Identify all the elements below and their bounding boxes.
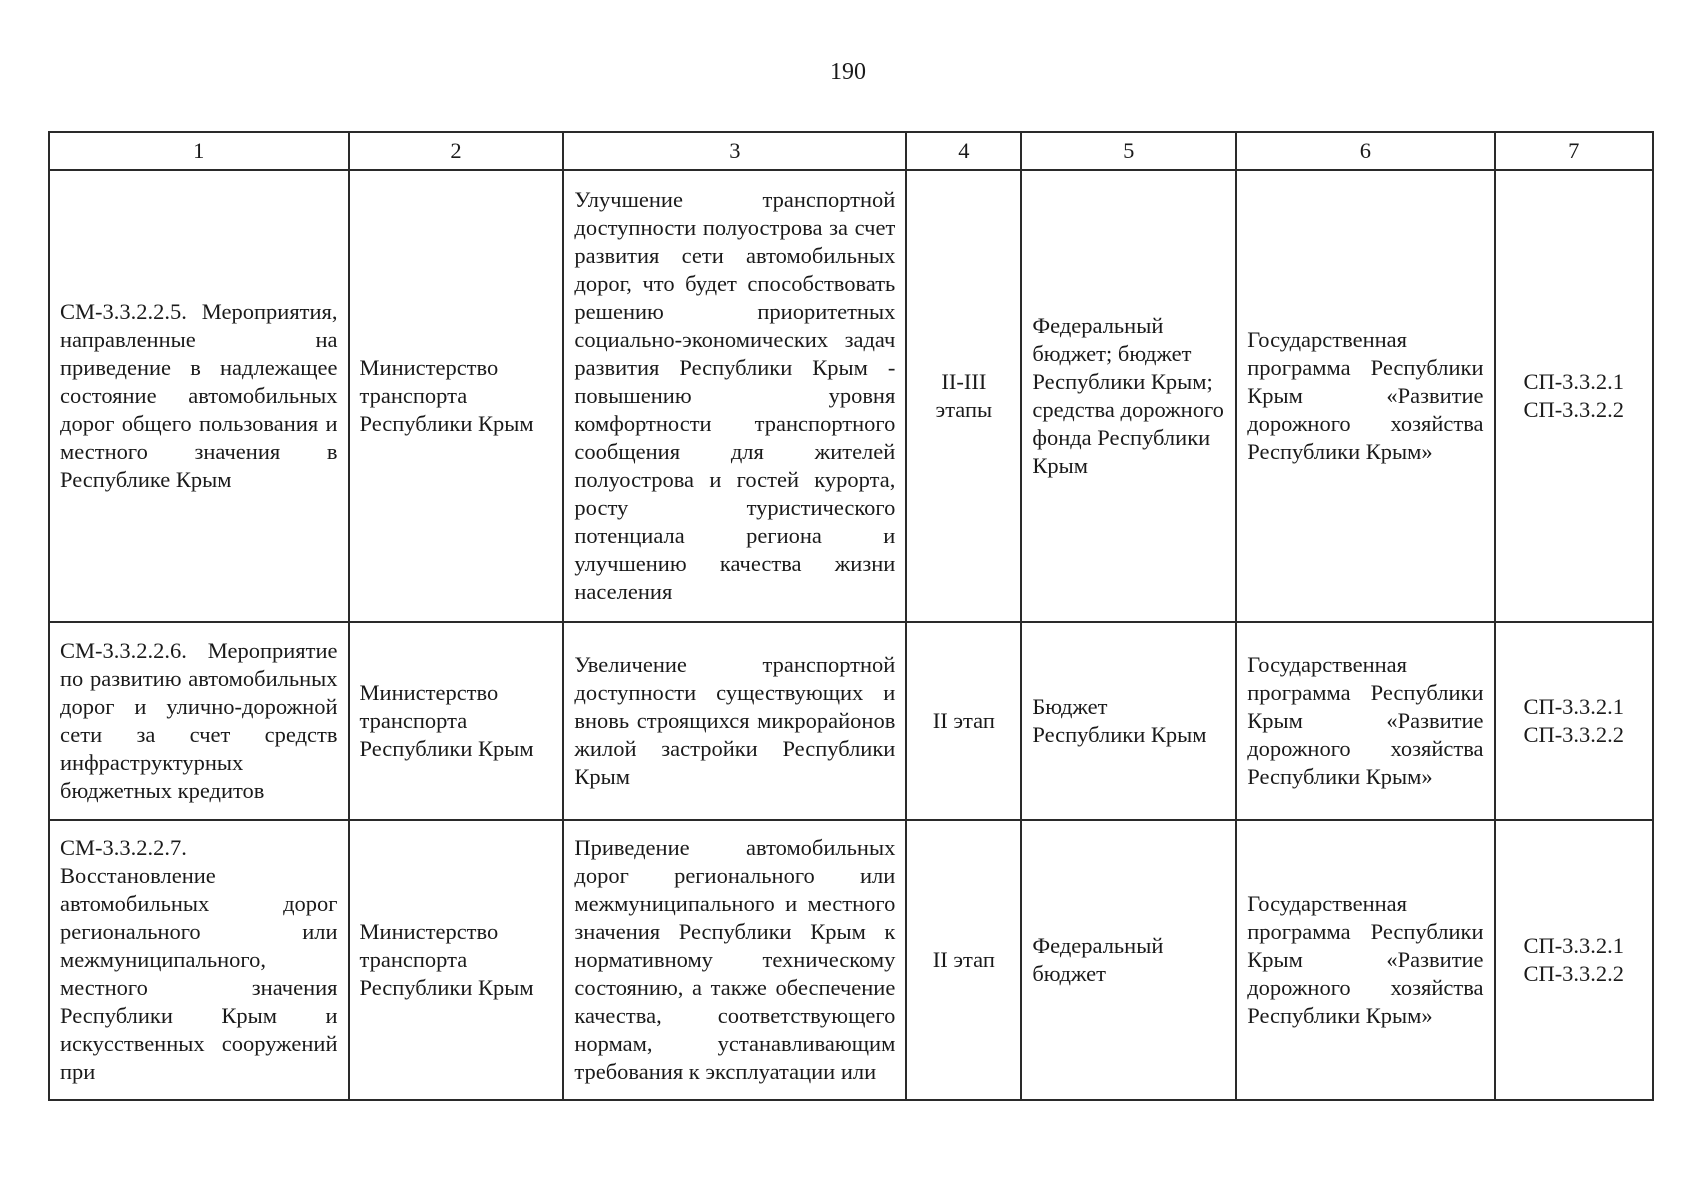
table-header-row (49, 132, 1653, 170)
period-cell: II этап (906, 622, 1021, 820)
links-cell: СП-3.3.2.1 СП-3.3.2.2 (1495, 622, 1653, 820)
program-cell: Государственная программа Республики Крым «Развитие дорожного хозяйства Республики Крым» (1236, 170, 1494, 622)
table-row (49, 622, 1653, 820)
column-header: 2 (349, 132, 564, 170)
table-row (49, 820, 1653, 1100)
funding-cell: Федеральный бюджет; бюджет Республики Крым; средства дорожного фонда Республики Крым (1021, 170, 1236, 622)
measure-name-cell: СМ-3.3.2.2.6. Мероприятие по развитию автомобильных дорог и улично-дорожной сети за счет средств инфраструктурных бюджетных кредитов (49, 622, 349, 820)
measures-table (48, 131, 1654, 1101)
funding-cell: Бюджет Республики Крым (1021, 622, 1236, 820)
column-header: 6 (1236, 132, 1494, 170)
column-header: 7 (1495, 132, 1653, 170)
measure-name-cell: СМ-3.3.2.2.7. Восстановление автомобильных дорог регионального или межмуниципального, местного значения Республики Крым и искусственных сооружений при (49, 820, 349, 1100)
links-cell: СП-3.3.2.1 СП-3.3.2.2 (1495, 820, 1653, 1100)
page-number: 190 (830, 59, 866, 85)
executor-cell: Министерство транспорта Республики Крым (349, 820, 564, 1100)
period-cell: II-III этапы (906, 170, 1021, 622)
funding-cell: Федеральный бюджет (1021, 820, 1236, 1100)
executor-cell: Министерство транспорта Республики Крым (349, 170, 564, 622)
executor-cell: Министерство транспорта Республики Крым (349, 622, 564, 820)
column-header: 4 (906, 132, 1021, 170)
result-cell: Приведение автомобильных дорог регионального или межмуниципального и местного значения Республики Крым к нормативному техническому состоянию, а также обеспечение качества, соответствующего нормам, устанавливающим требования к эксплуатации или (563, 820, 906, 1100)
result-cell: Улучшение транспортной доступности полуострова за счет развития сети автомобильных дорог, что будет способствовать решению приоритетных социально-экономических задач развития Республики Крым - повышению уровня комфортности транспортного сообщения для жителей полуострова и гостей курорта, росту туристического потенциала региона и улучшению качества жизни населения (563, 170, 906, 622)
column-header: 1 (49, 132, 349, 170)
column-header: 5 (1021, 132, 1236, 170)
period-cell: II этап (906, 820, 1021, 1100)
column-header: 3 (563, 132, 906, 170)
links-cell: СП-3.3.2.1 СП-3.3.2.2 (1495, 170, 1653, 622)
result-cell: Увеличение транспортной доступности существующих и вновь строящихся микрорайонов жилой застройки Республики Крым (563, 622, 906, 820)
program-cell: Государственная программа Республики Крым «Развитие дорожного хозяйства Республики Крым» (1236, 622, 1494, 820)
table-row (49, 170, 1653, 622)
measure-name-cell: СМ-3.3.2.2.5. Мероприятия, направленные на приведение в надлежащее состояние автомобильных дорог общего пользования и местного значения в Республике Крым (49, 170, 349, 622)
program-cell: Государственная программа Республики Крым «Развитие дорожного хозяйства Республики Крым» (1236, 820, 1494, 1100)
